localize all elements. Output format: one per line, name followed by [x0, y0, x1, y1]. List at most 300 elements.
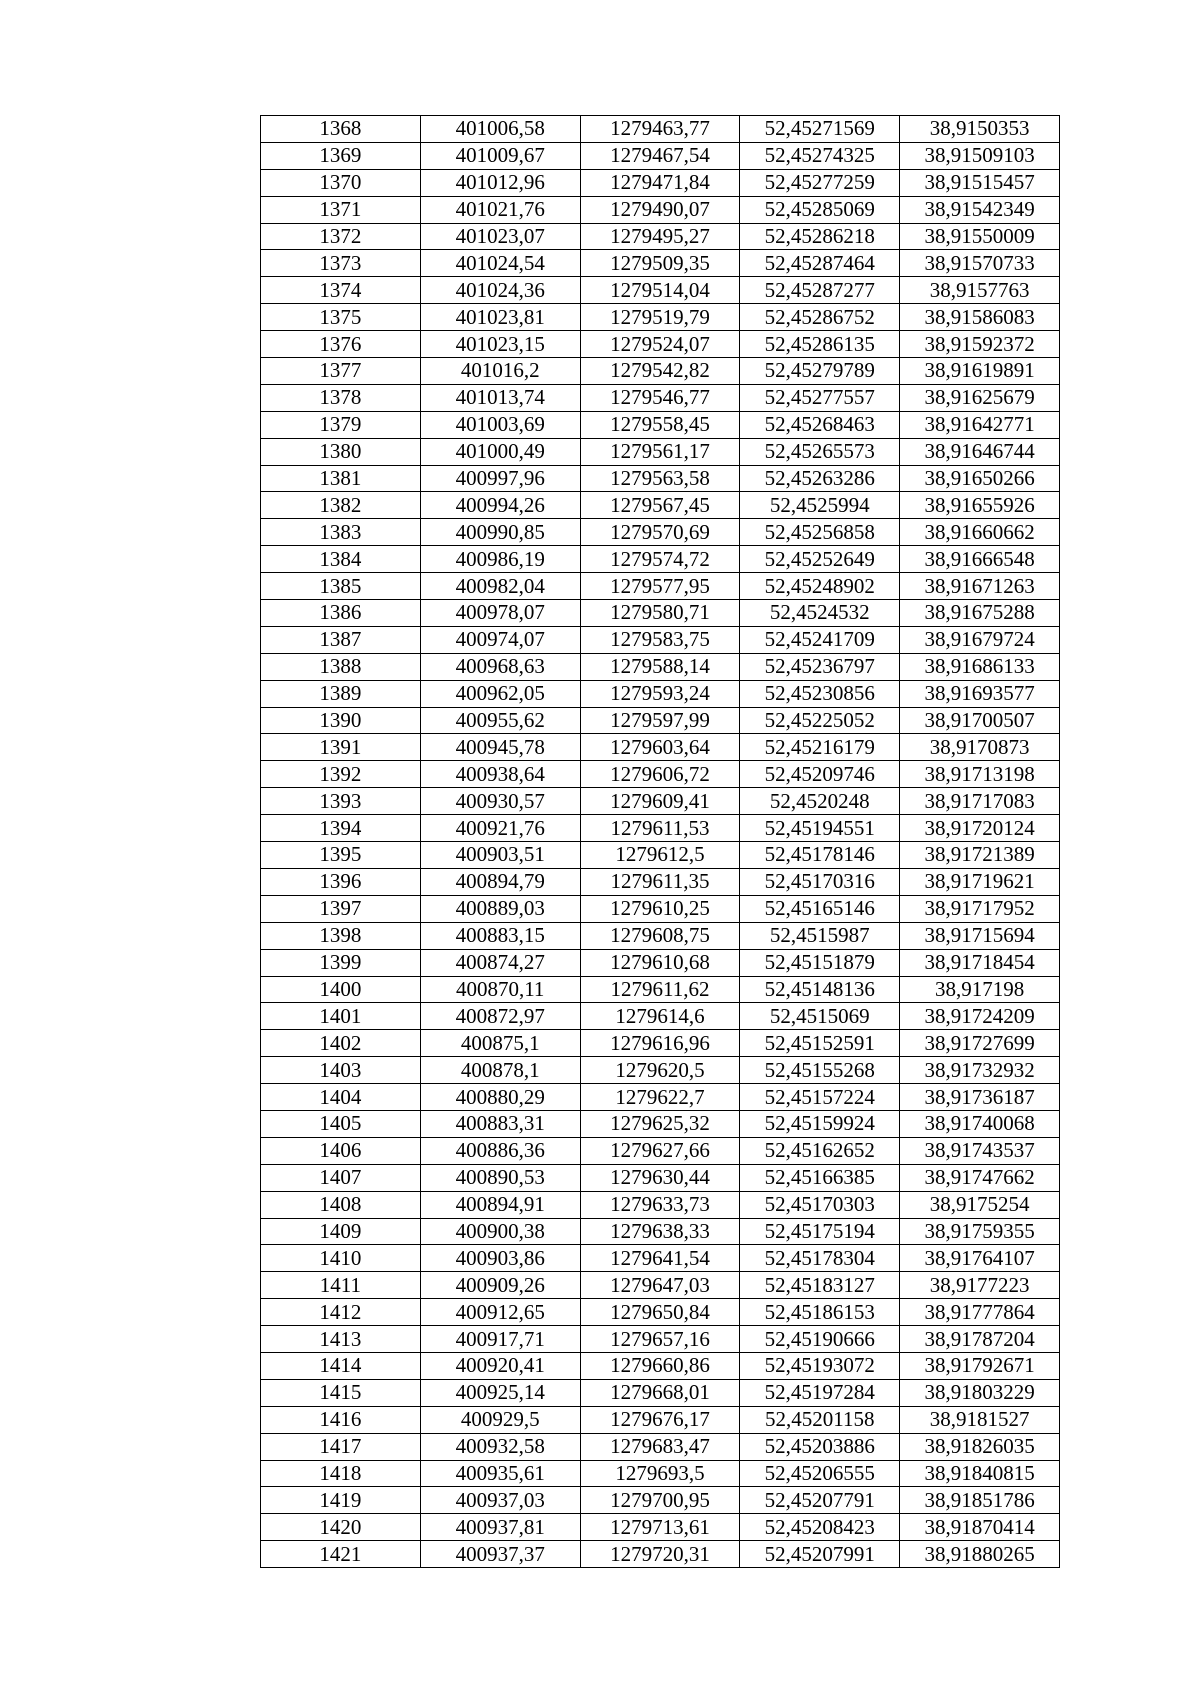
x-coordinate-cell: 400900,38 — [420, 1218, 580, 1245]
y-coordinate-cell: 1279558,45 — [580, 411, 740, 438]
latitude-cell: 52,45207991 — [740, 1541, 900, 1568]
longitude-cell: 38,9150353 — [900, 116, 1060, 143]
point-number-cell: 1388 — [261, 653, 421, 680]
y-coordinate-cell: 1279514,04 — [580, 277, 740, 304]
y-coordinate-cell: 1279660,86 — [580, 1352, 740, 1379]
y-coordinate-cell: 1279467,54 — [580, 142, 740, 169]
x-coordinate-cell: 400889,03 — [420, 895, 580, 922]
table-row — [261, 949, 1060, 976]
y-coordinate-cell: 1279509,35 — [580, 250, 740, 277]
longitude-cell: 38,91764107 — [900, 1245, 1060, 1272]
point-number-cell: 1392 — [261, 761, 421, 788]
y-coordinate-cell: 1279463,77 — [580, 116, 740, 143]
latitude-cell: 52,45155268 — [740, 1057, 900, 1084]
point-number-cell: 1412 — [261, 1299, 421, 1326]
y-coordinate-cell: 1279614,6 — [580, 1003, 740, 1030]
y-coordinate-cell: 1279570,69 — [580, 519, 740, 546]
longitude-cell: 38,91787204 — [900, 1326, 1060, 1353]
table-row — [261, 1460, 1060, 1487]
y-coordinate-cell: 1279657,16 — [580, 1326, 740, 1353]
latitude-cell: 52,45286218 — [740, 223, 900, 250]
x-coordinate-cell: 401013,74 — [420, 384, 580, 411]
point-number-cell: 1374 — [261, 277, 421, 304]
x-coordinate-cell: 401021,76 — [420, 196, 580, 223]
point-number-cell: 1384 — [261, 546, 421, 573]
latitude-cell: 52,45162652 — [740, 1137, 900, 1164]
latitude-cell: 52,45203886 — [740, 1433, 900, 1460]
point-number-cell: 1379 — [261, 411, 421, 438]
latitude-cell: 52,45186153 — [740, 1299, 900, 1326]
point-number-cell: 1410 — [261, 1245, 421, 1272]
longitude-cell: 38,91660662 — [900, 519, 1060, 546]
x-coordinate-cell: 400872,97 — [420, 1003, 580, 1030]
y-coordinate-cell: 1279650,84 — [580, 1299, 740, 1326]
longitude-cell: 38,9175254 — [900, 1191, 1060, 1218]
y-coordinate-cell: 1279580,71 — [580, 600, 740, 627]
table-row — [261, 277, 1060, 304]
longitude-cell: 38,91826035 — [900, 1433, 1060, 1460]
coordinates-table — [260, 115, 1060, 1568]
table-row — [261, 895, 1060, 922]
x-coordinate-cell: 400935,61 — [420, 1460, 580, 1487]
table-row — [261, 922, 1060, 949]
point-number-cell: 1382 — [261, 492, 421, 519]
latitude-cell: 52,45206555 — [740, 1460, 900, 1487]
table-row — [261, 1164, 1060, 1191]
y-coordinate-cell: 1279606,72 — [580, 761, 740, 788]
point-number-cell: 1395 — [261, 842, 421, 869]
y-coordinate-cell: 1279577,95 — [580, 573, 740, 600]
table-row — [261, 815, 1060, 842]
table-row — [261, 842, 1060, 869]
x-coordinate-cell: 400962,05 — [420, 680, 580, 707]
point-number-cell: 1380 — [261, 438, 421, 465]
y-coordinate-cell: 1279611,35 — [580, 868, 740, 895]
table-row — [261, 492, 1060, 519]
table-row — [261, 196, 1060, 223]
point-number-cell: 1369 — [261, 142, 421, 169]
table-row — [261, 250, 1060, 277]
point-number-cell: 1383 — [261, 519, 421, 546]
y-coordinate-cell: 1279563,58 — [580, 465, 740, 492]
latitude-cell: 52,45287277 — [740, 277, 900, 304]
table-row — [261, 573, 1060, 600]
x-coordinate-cell: 401023,07 — [420, 223, 580, 250]
longitude-cell: 38,91509103 — [900, 142, 1060, 169]
point-number-cell: 1373 — [261, 250, 421, 277]
longitude-cell: 38,91717083 — [900, 788, 1060, 815]
y-coordinate-cell: 1279633,73 — [580, 1191, 740, 1218]
point-number-cell: 1418 — [261, 1460, 421, 1487]
latitude-cell: 52,45194551 — [740, 815, 900, 842]
coordinates-table-body — [261, 116, 1060, 1568]
longitude-cell: 38,91619891 — [900, 358, 1060, 385]
y-coordinate-cell: 1279713,61 — [580, 1514, 740, 1541]
longitude-cell: 38,91880265 — [900, 1541, 1060, 1568]
y-coordinate-cell: 1279616,96 — [580, 1030, 740, 1057]
latitude-cell: 52,45201158 — [740, 1406, 900, 1433]
x-coordinate-cell: 400886,36 — [420, 1137, 580, 1164]
table-row — [261, 734, 1060, 761]
latitude-cell: 52,45230856 — [740, 680, 900, 707]
longitude-cell: 38,91718454 — [900, 949, 1060, 976]
point-number-cell: 1371 — [261, 196, 421, 223]
x-coordinate-cell: 401023,81 — [420, 304, 580, 331]
point-number-cell: 1378 — [261, 384, 421, 411]
y-coordinate-cell: 1279546,77 — [580, 384, 740, 411]
x-coordinate-cell: 400974,07 — [420, 626, 580, 653]
point-number-cell: 1404 — [261, 1084, 421, 1111]
latitude-cell: 52,45241709 — [740, 626, 900, 653]
table-row — [261, 1245, 1060, 1272]
table-row — [261, 1191, 1060, 1218]
longitude-cell: 38,9170873 — [900, 734, 1060, 761]
point-number-cell: 1375 — [261, 304, 421, 331]
x-coordinate-cell: 400937,81 — [420, 1514, 580, 1541]
x-coordinate-cell: 400925,14 — [420, 1379, 580, 1406]
table-row — [261, 1030, 1060, 1057]
longitude-cell: 38,9157763 — [900, 277, 1060, 304]
table-row — [261, 1514, 1060, 1541]
latitude-cell: 52,45157224 — [740, 1084, 900, 1111]
longitude-cell: 38,91792671 — [900, 1352, 1060, 1379]
table-row — [261, 788, 1060, 815]
latitude-cell: 52,45277557 — [740, 384, 900, 411]
table-row — [261, 1326, 1060, 1353]
x-coordinate-cell: 400945,78 — [420, 734, 580, 761]
longitude-cell: 38,917198 — [900, 976, 1060, 1003]
longitude-cell: 38,91727699 — [900, 1030, 1060, 1057]
table-row — [261, 1218, 1060, 1245]
point-number-cell: 1394 — [261, 815, 421, 842]
latitude-cell: 52,45178146 — [740, 842, 900, 869]
longitude-cell: 38,91777864 — [900, 1299, 1060, 1326]
latitude-cell: 52,45256858 — [740, 519, 900, 546]
x-coordinate-cell: 400982,04 — [420, 573, 580, 600]
point-number-cell: 1415 — [261, 1379, 421, 1406]
point-number-cell: 1408 — [261, 1191, 421, 1218]
x-coordinate-cell: 400894,79 — [420, 868, 580, 895]
x-coordinate-cell: 401024,54 — [420, 250, 580, 277]
longitude-cell: 38,91679724 — [900, 626, 1060, 653]
x-coordinate-cell: 400938,64 — [420, 761, 580, 788]
latitude-cell: 52,45170303 — [740, 1191, 900, 1218]
y-coordinate-cell: 1279627,66 — [580, 1137, 740, 1164]
y-coordinate-cell: 1279620,5 — [580, 1057, 740, 1084]
longitude-cell: 38,91686133 — [900, 653, 1060, 680]
table-row — [261, 1541, 1060, 1568]
longitude-cell: 38,91719621 — [900, 868, 1060, 895]
y-coordinate-cell: 1279603,64 — [580, 734, 740, 761]
point-number-cell: 1381 — [261, 465, 421, 492]
latitude-cell: 52,45183127 — [740, 1272, 900, 1299]
longitude-cell: 38,91646744 — [900, 438, 1060, 465]
latitude-cell: 52,4525994 — [740, 492, 900, 519]
longitude-cell: 38,91693577 — [900, 680, 1060, 707]
x-coordinate-cell: 400894,91 — [420, 1191, 580, 1218]
table-row — [261, 223, 1060, 250]
latitude-cell: 52,45268463 — [740, 411, 900, 438]
x-coordinate-cell: 401009,67 — [420, 142, 580, 169]
latitude-cell: 52,45263286 — [740, 465, 900, 492]
table-row — [261, 707, 1060, 734]
point-number-cell: 1411 — [261, 1272, 421, 1299]
table-row — [261, 358, 1060, 385]
y-coordinate-cell: 1279683,47 — [580, 1433, 740, 1460]
longitude-cell: 38,91740068 — [900, 1110, 1060, 1137]
point-number-cell: 1421 — [261, 1541, 421, 1568]
y-coordinate-cell: 1279668,01 — [580, 1379, 740, 1406]
latitude-cell: 52,45271569 — [740, 116, 900, 143]
longitude-cell: 38,91625679 — [900, 384, 1060, 411]
y-coordinate-cell: 1279567,45 — [580, 492, 740, 519]
point-number-cell: 1400 — [261, 976, 421, 1003]
table-row — [261, 600, 1060, 627]
y-coordinate-cell: 1279471,84 — [580, 169, 740, 196]
longitude-cell: 38,91700507 — [900, 707, 1060, 734]
longitude-cell: 38,9177223 — [900, 1272, 1060, 1299]
point-number-cell: 1407 — [261, 1164, 421, 1191]
latitude-cell: 52,45175194 — [740, 1218, 900, 1245]
table-row — [261, 1299, 1060, 1326]
point-number-cell: 1370 — [261, 169, 421, 196]
y-coordinate-cell: 1279519,79 — [580, 304, 740, 331]
x-coordinate-cell: 400968,63 — [420, 653, 580, 680]
x-coordinate-cell: 400990,85 — [420, 519, 580, 546]
latitude-cell: 52,45209746 — [740, 761, 900, 788]
longitude-cell: 38,91550009 — [900, 223, 1060, 250]
table-row — [261, 1433, 1060, 1460]
point-number-cell: 1387 — [261, 626, 421, 653]
x-coordinate-cell: 400890,53 — [420, 1164, 580, 1191]
latitude-cell: 52,45285069 — [740, 196, 900, 223]
y-coordinate-cell: 1279495,27 — [580, 223, 740, 250]
table-row — [261, 331, 1060, 358]
point-number-cell: 1409 — [261, 1218, 421, 1245]
x-coordinate-cell: 400937,03 — [420, 1487, 580, 1514]
table-row — [261, 142, 1060, 169]
longitude-cell: 38,91715694 — [900, 922, 1060, 949]
table-row — [261, 1487, 1060, 1514]
latitude-cell: 52,45287464 — [740, 250, 900, 277]
point-number-cell: 1406 — [261, 1137, 421, 1164]
latitude-cell: 52,45208423 — [740, 1514, 900, 1541]
table-row — [261, 465, 1060, 492]
table-row — [261, 761, 1060, 788]
longitude-cell: 38,91650266 — [900, 465, 1060, 492]
latitude-cell: 52,45225052 — [740, 707, 900, 734]
latitude-cell: 52,45151879 — [740, 949, 900, 976]
point-number-cell: 1405 — [261, 1110, 421, 1137]
x-coordinate-cell: 400994,26 — [420, 492, 580, 519]
longitude-cell: 38,91671263 — [900, 573, 1060, 600]
longitude-cell: 38,91747662 — [900, 1164, 1060, 1191]
y-coordinate-cell: 1279625,32 — [580, 1110, 740, 1137]
latitude-cell: 52,4520248 — [740, 788, 900, 815]
table-row — [261, 546, 1060, 573]
table-row — [261, 411, 1060, 438]
point-number-cell: 1389 — [261, 680, 421, 707]
x-coordinate-cell: 401003,69 — [420, 411, 580, 438]
latitude-cell: 52,45286752 — [740, 304, 900, 331]
latitude-cell: 52,45252649 — [740, 546, 900, 573]
point-number-cell: 1416 — [261, 1406, 421, 1433]
longitude-cell: 38,91721389 — [900, 842, 1060, 869]
x-coordinate-cell: 400978,07 — [420, 600, 580, 627]
table-row — [261, 438, 1060, 465]
point-number-cell: 1396 — [261, 868, 421, 895]
x-coordinate-cell: 400930,57 — [420, 788, 580, 815]
table-row — [261, 519, 1060, 546]
latitude-cell: 52,45216179 — [740, 734, 900, 761]
longitude-cell: 38,91642771 — [900, 411, 1060, 438]
longitude-cell: 38,91851786 — [900, 1487, 1060, 1514]
x-coordinate-cell: 400917,71 — [420, 1326, 580, 1353]
point-number-cell: 1419 — [261, 1487, 421, 1514]
y-coordinate-cell: 1279612,5 — [580, 842, 740, 869]
x-coordinate-cell: 401012,96 — [420, 169, 580, 196]
y-coordinate-cell: 1279524,07 — [580, 331, 740, 358]
point-number-cell: 1401 — [261, 1003, 421, 1030]
point-number-cell: 1391 — [261, 734, 421, 761]
x-coordinate-cell: 400921,76 — [420, 815, 580, 842]
latitude-cell: 52,45170316 — [740, 868, 900, 895]
longitude-cell: 38,91515457 — [900, 169, 1060, 196]
table-row — [261, 653, 1060, 680]
longitude-cell: 38,91666548 — [900, 546, 1060, 573]
latitude-cell: 52,45166385 — [740, 1164, 900, 1191]
point-number-cell: 1420 — [261, 1514, 421, 1541]
y-coordinate-cell: 1279610,68 — [580, 949, 740, 976]
x-coordinate-cell: 400929,5 — [420, 1406, 580, 1433]
table-row — [261, 1057, 1060, 1084]
longitude-cell: 38,91736187 — [900, 1084, 1060, 1111]
longitude-cell: 38,91542349 — [900, 196, 1060, 223]
latitude-cell: 52,4515069 — [740, 1003, 900, 1030]
latitude-cell: 52,45286135 — [740, 331, 900, 358]
latitude-cell: 52,45248902 — [740, 573, 900, 600]
x-coordinate-cell: 400997,96 — [420, 465, 580, 492]
point-number-cell: 1402 — [261, 1030, 421, 1057]
latitude-cell: 52,45190666 — [740, 1326, 900, 1353]
table-row — [261, 169, 1060, 196]
x-coordinate-cell: 400874,27 — [420, 949, 580, 976]
y-coordinate-cell: 1279490,07 — [580, 196, 740, 223]
longitude-cell: 38,91592372 — [900, 331, 1060, 358]
x-coordinate-cell: 400903,51 — [420, 842, 580, 869]
latitude-cell: 52,4515987 — [740, 922, 900, 949]
longitude-cell: 38,91713198 — [900, 761, 1060, 788]
table-row — [261, 868, 1060, 895]
longitude-cell: 38,91720124 — [900, 815, 1060, 842]
longitude-cell: 38,91870414 — [900, 1514, 1060, 1541]
latitude-cell: 52,45148136 — [740, 976, 900, 1003]
latitude-cell: 52,45265573 — [740, 438, 900, 465]
x-coordinate-cell: 401006,58 — [420, 116, 580, 143]
y-coordinate-cell: 1279588,14 — [580, 653, 740, 680]
x-coordinate-cell: 400986,19 — [420, 546, 580, 573]
x-coordinate-cell: 401024,36 — [420, 277, 580, 304]
y-coordinate-cell: 1279608,75 — [580, 922, 740, 949]
table-row — [261, 1137, 1060, 1164]
point-number-cell: 1390 — [261, 707, 421, 734]
point-number-cell: 1377 — [261, 358, 421, 385]
point-number-cell: 1398 — [261, 922, 421, 949]
x-coordinate-cell: 400880,29 — [420, 1084, 580, 1111]
point-number-cell: 1414 — [261, 1352, 421, 1379]
point-number-cell: 1417 — [261, 1433, 421, 1460]
y-coordinate-cell: 1279611,62 — [580, 976, 740, 1003]
table-row — [261, 976, 1060, 1003]
x-coordinate-cell: 400909,26 — [420, 1272, 580, 1299]
table-row — [261, 1084, 1060, 1111]
point-number-cell: 1376 — [261, 331, 421, 358]
point-number-cell: 1413 — [261, 1326, 421, 1353]
x-coordinate-cell: 400920,41 — [420, 1352, 580, 1379]
longitude-cell: 38,91717952 — [900, 895, 1060, 922]
y-coordinate-cell: 1279574,72 — [580, 546, 740, 573]
y-coordinate-cell: 1279561,17 — [580, 438, 740, 465]
point-number-cell: 1393 — [261, 788, 421, 815]
table-row — [261, 680, 1060, 707]
longitude-cell: 38,91570733 — [900, 250, 1060, 277]
point-number-cell: 1385 — [261, 573, 421, 600]
point-number-cell: 1368 — [261, 116, 421, 143]
x-coordinate-cell: 400937,37 — [420, 1541, 580, 1568]
x-coordinate-cell: 400912,65 — [420, 1299, 580, 1326]
table-row — [261, 304, 1060, 331]
longitude-cell: 38,91724209 — [900, 1003, 1060, 1030]
y-coordinate-cell: 1279622,7 — [580, 1084, 740, 1111]
longitude-cell: 38,91743537 — [900, 1137, 1060, 1164]
table-row — [261, 1110, 1060, 1137]
table-row — [261, 1352, 1060, 1379]
latitude-cell: 52,45159924 — [740, 1110, 900, 1137]
point-number-cell: 1403 — [261, 1057, 421, 1084]
table-row — [261, 1272, 1060, 1299]
y-coordinate-cell: 1279593,24 — [580, 680, 740, 707]
y-coordinate-cell: 1279638,33 — [580, 1218, 740, 1245]
y-coordinate-cell: 1279597,99 — [580, 707, 740, 734]
longitude-cell: 38,91803229 — [900, 1379, 1060, 1406]
y-coordinate-cell: 1279609,41 — [580, 788, 740, 815]
point-number-cell: 1397 — [261, 895, 421, 922]
x-coordinate-cell: 401023,15 — [420, 331, 580, 358]
latitude-cell: 52,45152591 — [740, 1030, 900, 1057]
x-coordinate-cell: 401000,49 — [420, 438, 580, 465]
latitude-cell: 52,45274325 — [740, 142, 900, 169]
latitude-cell: 52,45279789 — [740, 358, 900, 385]
y-coordinate-cell: 1279542,82 — [580, 358, 740, 385]
table-row — [261, 384, 1060, 411]
point-number-cell: 1372 — [261, 223, 421, 250]
table-row — [261, 1003, 1060, 1030]
y-coordinate-cell: 1279676,17 — [580, 1406, 740, 1433]
table-row — [261, 116, 1060, 143]
longitude-cell: 38,91675288 — [900, 600, 1060, 627]
point-number-cell: 1399 — [261, 949, 421, 976]
latitude-cell: 52,45193072 — [740, 1352, 900, 1379]
x-coordinate-cell: 400875,1 — [420, 1030, 580, 1057]
longitude-cell: 38,91759355 — [900, 1218, 1060, 1245]
x-coordinate-cell: 400955,62 — [420, 707, 580, 734]
table-row — [261, 626, 1060, 653]
y-coordinate-cell: 1279583,75 — [580, 626, 740, 653]
y-coordinate-cell: 1279647,03 — [580, 1272, 740, 1299]
latitude-cell: 52,4524532 — [740, 600, 900, 627]
longitude-cell: 38,91655926 — [900, 492, 1060, 519]
latitude-cell: 52,45277259 — [740, 169, 900, 196]
